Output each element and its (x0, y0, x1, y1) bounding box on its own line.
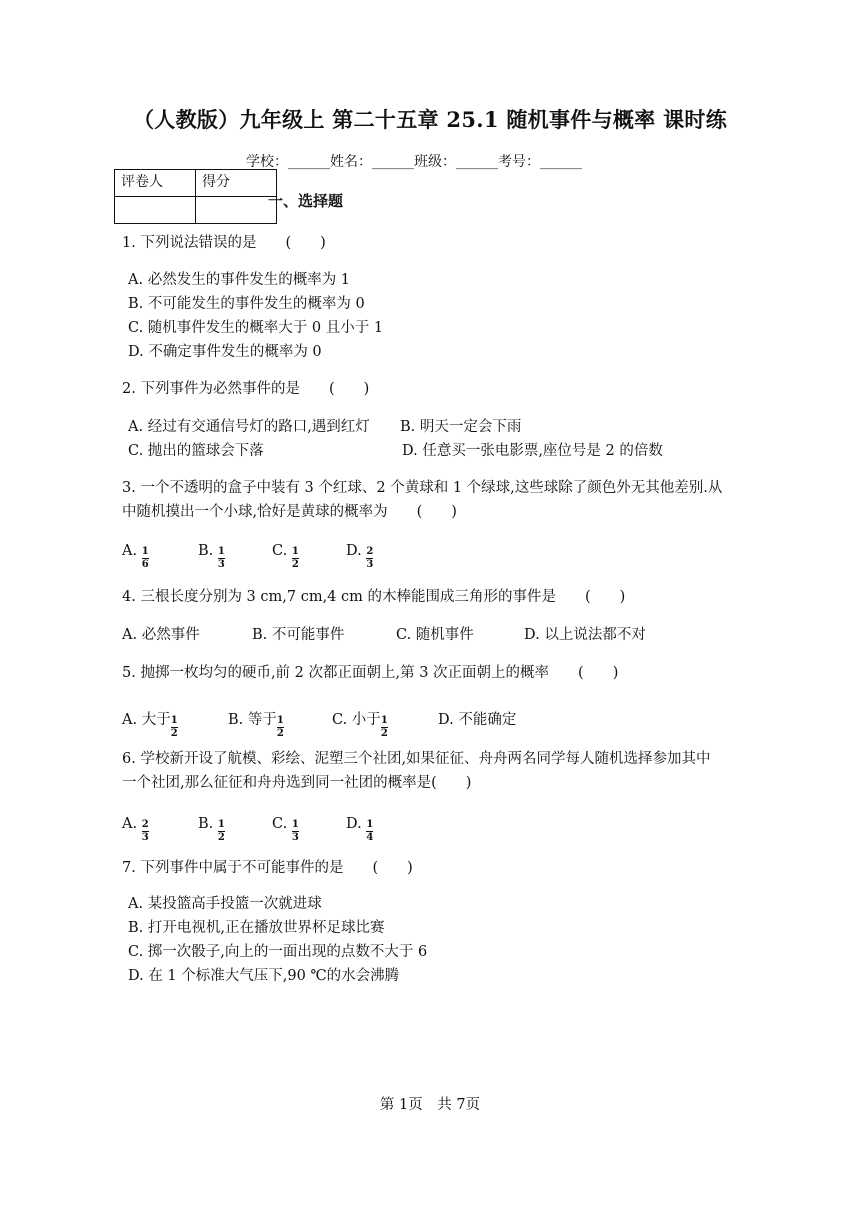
section-title: 一、选择题 (268, 192, 344, 210)
question-6-stem-line2: 一个社团,那么征征和舟舟选到同一社团的概率是( ) (122, 775, 472, 791)
question-5-stem: 5. 抛掷一枚均匀的硬币,前 2 次都正面朝上,第 3 次正面朝上的概率 ( ) (122, 665, 619, 681)
q1-option-c: C. 随机事件发生的概率大于 0 且小于 1 (128, 320, 384, 336)
q3-option-b: B. $\frac{1}{3}$ (198, 543, 225, 570)
question-2-stem: 2. 下列事件为必然事件的是 ( ) (122, 381, 370, 397)
question-3-stem-line1: 3. 一个不透明的盒子中装有 3 个红球、2 个黄球和 1 个绿球,这些球除了颜色外无其他差别.从 (122, 480, 723, 496)
q6-option-d: D. $\frac{1}{4}$ (346, 816, 374, 843)
page-footer: 第 1页 共 7页 (379, 1097, 481, 1113)
q7-option-b: B. 打开电视机,正在播放世界杯足球比赛 (128, 920, 385, 936)
q4-option-c: C. 随机事件 (396, 627, 474, 643)
score-cell (196, 197, 277, 224)
q2-option-c: C. 抛出的篮球会下落 (128, 443, 264, 459)
q7-option-c: C. 掷一次骰子,向上的一面出现的点数不大于 6 (128, 944, 428, 960)
q2-option-b: B. 明天一定会下雨 (400, 419, 522, 435)
question-4-stem: 4. 三根长度分别为 3 cm,7 cm,4 cm 的木棒能围成三角形的事件是 ( ) (122, 589, 626, 605)
q5-option-d: D. 不能确定 (438, 712, 517, 728)
q6-option-b: B. $\frac{1}{2}$ (198, 816, 225, 843)
q3-option-d: D. $\frac{2}{3}$ (346, 543, 374, 570)
q5-option-b: B. 等于 $\frac{1}{2}$ (228, 712, 284, 739)
q6-option-c: C. $\frac{1}{3}$ (272, 816, 299, 843)
question-1-stem: 1. 下列说法错误的是 ( ) (122, 235, 326, 251)
q4-option-a: A. 必然事件 (122, 627, 200, 643)
q3-option-c: C. $\frac{1}{2}$ (272, 543, 299, 570)
q5-option-c: C. 小于 $\frac{1}{2}$ (332, 712, 388, 739)
q2-option-d: D. 任意买一张电影票,座位号是 2 的倍数 (402, 443, 663, 459)
q7-option-a: A. 某投篮高手投篮一次就进球 (128, 896, 322, 912)
student-info-line: 学校：______姓名：______班级：______考号：______ (246, 154, 582, 170)
q1-option-d: D. 不确定事件发生的概率为 0 (128, 344, 322, 360)
q5-option-a: A. 大于 $\frac{1}{2}$ (122, 712, 178, 739)
q2-option-a: A. 经过有交通信号灯的路口,遇到红灯 (128, 419, 370, 435)
reviewer-header: 评卷人 (115, 170, 196, 197)
q3-option-a: A. $\frac{1}{6}$ (122, 543, 149, 570)
q7-option-d: D. 在 1 个标准大气压下,90 ℃的水会沸腾 (128, 968, 400, 984)
q1-option-a: A. 必然发生的事件发生的概率为 1 (128, 272, 351, 288)
score-header: 得分 (196, 170, 277, 197)
q4-option-b: B. 不可能事件 (252, 627, 345, 643)
q1-option-b: B. 不可能发生的事件发生的概率为 0 (128, 296, 365, 312)
grade-table (114, 169, 277, 224)
question-7-stem: 7. 下列事件中属于不可能事件的是 ( ) (122, 860, 413, 876)
reviewer-cell (115, 197, 196, 224)
q6-option-a: A. $\frac{2}{3}$ (122, 816, 149, 843)
q4-option-d: D. 以上说法都不对 (524, 627, 646, 643)
document-title: （人教版）九年级上 第二十五章 25.1 随机事件与概率 课时练 (133, 107, 727, 132)
question-6-stem-line1: 6. 学校新开设了航模、彩绘、泥塑三个社团,如果征征、舟舟两名同学每人随机选择参加其中 (122, 751, 711, 767)
question-3-stem-line2: 中随机摸出一个小球,恰好是黄球的概率为 ( ) (122, 504, 457, 520)
